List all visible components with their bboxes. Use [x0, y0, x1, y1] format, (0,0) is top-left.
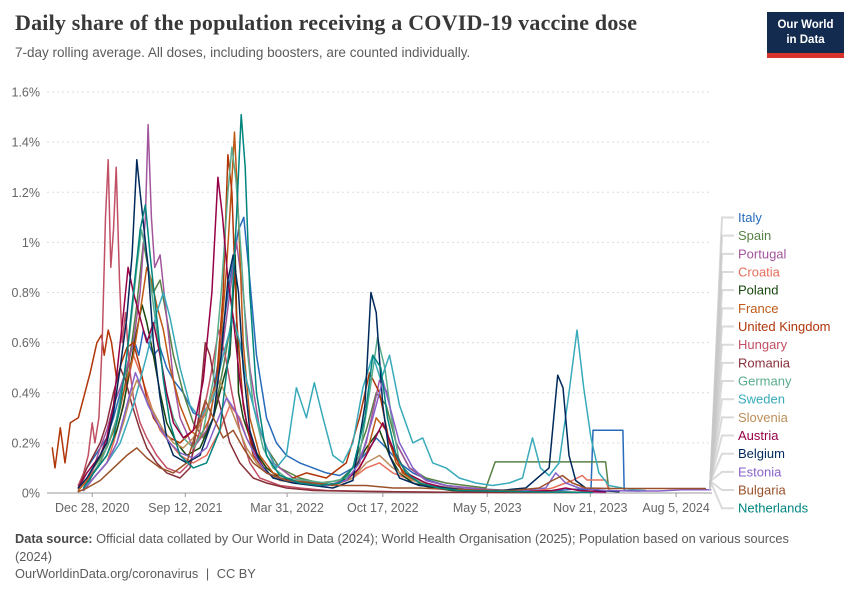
footer-source: [15, 530, 815, 566]
series-line-slovenia[interactable]: [84, 380, 579, 492]
series-line-belgium[interactable]: [78, 160, 619, 492]
source-text: Official data collated by Our World in Data (2024); World Health Organisation (2025); Population based on various sources (2024): [15, 531, 789, 565]
y-tick-label: 0.6%: [11, 336, 40, 351]
source-label: Data source:: [15, 531, 93, 546]
series-line-germany[interactable]: [84, 147, 579, 492]
y-tick-label: 0.4%: [11, 386, 40, 401]
legend-item-hungary[interactable]: Hungary: [738, 337, 788, 353]
legend-item-poland[interactable]: Poland: [738, 282, 779, 298]
legend-item-slovenia[interactable]: Slovenia: [738, 409, 788, 425]
legend-item-croatia[interactable]: Croatia: [738, 264, 780, 280]
owid-logo-line2: in Data: [786, 33, 825, 46]
footer-links: [15, 566, 260, 581]
page-title: Daily share of the population receiving a COVID-19 vaccine dose: [15, 10, 638, 35]
chart-subtitle: 7-day rolling average. All doses, including boosters, are counted individually.: [15, 45, 471, 61]
legend-item-italy[interactable]: Italy: [738, 210, 762, 225]
legend-item-austria[interactable]: Austria: [738, 428, 779, 444]
x-tick-label: Dec 28, 2020: [55, 501, 130, 515]
legend-item-portugal[interactable]: Portugal: [738, 246, 787, 262]
x-tick-label: Oct 17, 2022: [347, 501, 419, 515]
y-tick-label: 0%: [21, 486, 40, 501]
legend-item-spain[interactable]: Spain: [738, 228, 772, 244]
x-tick-label: Mar 31, 2022: [250, 501, 324, 515]
y-tick-label: 1.2%: [11, 185, 40, 200]
legend-item-sweden[interactable]: Sweden: [738, 391, 785, 407]
legend-item-germany[interactable]: Germany: [738, 373, 792, 389]
legend-item-belgium[interactable]: Belgium: [738, 446, 785, 462]
footer-separator: |: [205, 566, 210, 581]
legend-item-netherlands[interactable]: Netherlands: [738, 500, 809, 516]
series-line-france[interactable]: [78, 132, 526, 492]
owid-logo-line1: Our World: [777, 19, 834, 31]
y-tick-label: 1.4%: [11, 135, 40, 150]
legend-item-france[interactable]: France: [738, 300, 779, 316]
y-tick-label: 1.6%: [11, 85, 40, 100]
footer-url-link[interactable]: OurWorldinData.org/coronavirus: [15, 566, 199, 581]
legend-item-bulgaria[interactable]: Bulgaria: [738, 482, 786, 498]
x-tick-label: Sep 12, 2021: [148, 501, 223, 515]
y-tick-label: 0.8%: [11, 286, 40, 300]
legend-item-united-kingdom[interactable]: United Kingdom: [738, 319, 831, 335]
legend-item-romania[interactable]: Romania: [738, 355, 791, 371]
series-line-portugal[interactable]: [84, 125, 606, 493]
x-tick-label: Aug 5, 2024: [642, 501, 710, 515]
footer-license-link[interactable]: CC BY: [216, 566, 256, 581]
y-tick-label: 0.2%: [11, 436, 40, 451]
series-line-spain[interactable]: [84, 242, 619, 491]
legend-item-estonia[interactable]: Estonia: [738, 464, 782, 480]
x-tick-label: May 5, 2023: [452, 501, 522, 515]
y-tick-label: 1%: [21, 235, 40, 250]
x-tick-label: Nov 21, 2023: [553, 501, 628, 515]
